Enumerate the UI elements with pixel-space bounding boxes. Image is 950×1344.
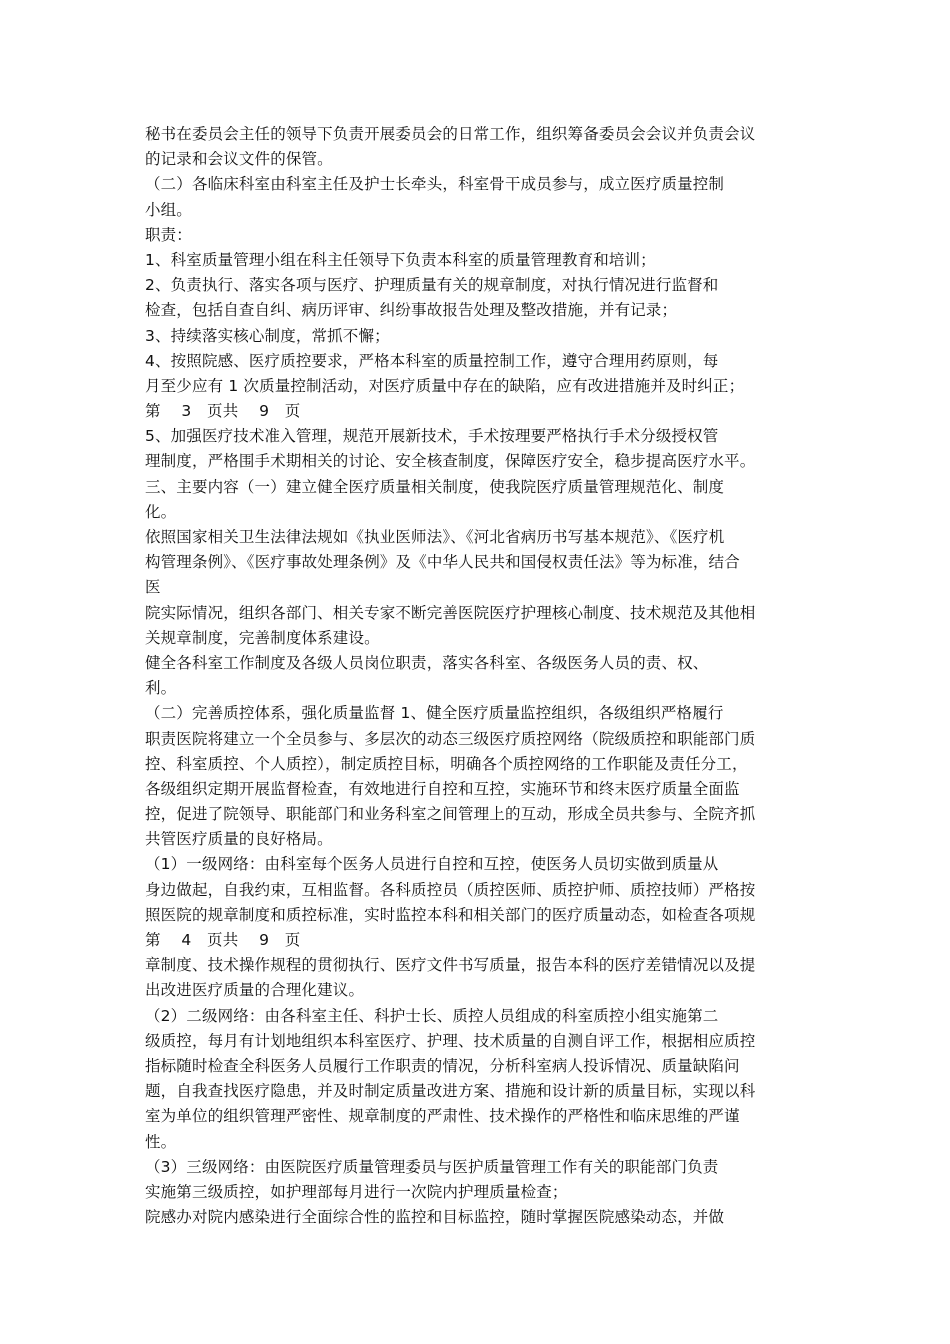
text-line: 2、负责执行、落实各项与医疗、护理质量有关的规章制度，对执行情况进行监督和 [145,276,719,295]
text-line: 级质控，每月有计划地组织本科室医疗、护理、技术质量的自测自评工作，根据相应质控 [145,1031,756,1050]
text-line: （3）三级网络：由医院医疗质量管理委员与医护质量管理工作有关的职能部门负责 [145,1157,719,1176]
text-line: 性。 [145,1132,177,1151]
text-line: 照医院的规章制度和质控标准，实时监控本科和相关部门的医疗质量动态，如检查各项规 [145,905,756,924]
text-line: 控、科室质控、个人质控），制定质控目标，明确各个质控网络的工作职能及责任分工， [145,754,748,773]
text-line: 院感办对院内感染进行全面综合性的监控和目标监控，随时掌握医院感染动态，并做 [145,1208,725,1227]
text-line: 身边做起，自我约束，互相监督。各科质控员（质控医师、质控护师、质控技师）严格按 [145,880,756,899]
text-line: 指标随时检查全科医务人员履行工作职责的情况，分析科室病人投诉情况、质量缺陷问 [145,1056,740,1075]
text-line: 各级组织定期开展监督检查，有效地进行自控和互控，实施环节和终末医疗质量全面监 [145,779,740,798]
text-line: 医 [145,578,161,597]
text-line: （2）二级网络：由各科室主任、科护士长、质控人员组成的科室质控小组实施第二 [145,1006,719,1025]
text-line: （二）完善质控体系，强化质量监督 1、健全医疗质量监控组织，各级组织严格履行 [145,704,724,723]
text-line: 出改进医疗质量的合理化建议。 [145,981,365,1000]
text-line: 检查，包括自查自纠、病历评审、纠纷事故报告处理及整改措施，并有记录； [145,301,678,320]
text-line: 构管理条例》、《医疗事故处理条例》及《中华人民共和国侵权责任法》等为标准，结合 [145,553,740,572]
text-line: 健全各科室工作制度及各级人员岗位职责，落实各科室、各级医务人员的责、权、 [145,653,709,672]
text-line: 题，自我查找医疗隐患，并及时制定质量改进方案、措施和设计新的质量目标，实现以科 [145,1082,756,1101]
document-body [145,122,815,1230]
text-line: 关规章制度，完善制度体系建设。 [145,628,380,647]
text-line: （1）一级网络：由科室每个医务人员进行自控和互控，使医务人员切实做到质量从 [145,855,719,874]
text-line: 控，促进了院领导、职能部门和业务科室之间管理上的互动，形成全员共参与、全院齐抓 [145,805,756,824]
text-line: 共管医疗质量的良好格局。 [145,830,333,849]
text-line: （二）各临床科室由科室主任及护士长牵头，科室骨干成员参与，成立医疗质量控制 [145,175,725,194]
text-line: 实施第三级质控，如护理部每月进行一次院内护理质量检查； [145,1182,568,1201]
text-line: 秘书在委员会主任的领导下负责开展委员会的日常工作，组织筹备委员会会议并负责会议 [145,125,756,143]
text-line: 室为单位的组织管理严密性、规章制度的严肃性、技术操作的严格性和临床思维的严谨 [145,1107,740,1126]
text-line: 的记录和会议文件的保管。 [145,150,333,169]
text-line: 利。 [145,679,177,698]
text-line: 职责医院将建立一个全员参与、多层次的动态三级医疗质控网络（院级质控和职能部门质 [145,729,756,748]
text-line: 1、科室质量管理小组在科主任领导下负责本科室的质量管理教育和培训； [145,250,656,269]
text-line: 章制度、技术操作规程的贯彻执行、医疗文件书写质量，报告本科的医疗差错情况以及提 [145,956,756,975]
page-number-footer: 第 4 页共 9 页 [145,931,301,949]
text-line: 4、按照院感、医疗质控要求，严格本科室的质量控制工作，遵守合理用药原则，每 [145,351,719,370]
text-line: 化。 [145,502,177,521]
text-line: 小组。 [145,200,192,219]
text-line: 三、主要内容（一）建立健全医疗质量相关制度，使我院医疗质量管理规范化、制度 [145,477,725,496]
page-number-footer: 第 3 页共 9 页 [145,402,301,421]
text-line: 依照国家相关卫生法律法规如《执业医师法》、《河北省病历书写基本规范》、《医疗机 [145,528,725,546]
text-line: 月至少应有 1 次质量控制活动，对医疗质量中存在的缺陷，应有改进措施并及时纠正； [145,376,745,395]
text-line: 理制度，严格围手术期相关的讨论、安全核查制度，保障医疗安全，稳步提高医疗水平。 [145,452,756,471]
text-line: 3、持续落实核心制度，常抓不懈； [145,326,390,345]
text-line: 5、加强医疗技术准入管理，规范开展新技术，手术按理要严格执行手术分级授权管 [145,427,719,446]
text-line: 职责： [145,225,192,244]
text-line: 院实际情况，组织各部门、相关专家不断完善医院医疗护理核心制度、技术规范及其他相 [145,603,756,622]
